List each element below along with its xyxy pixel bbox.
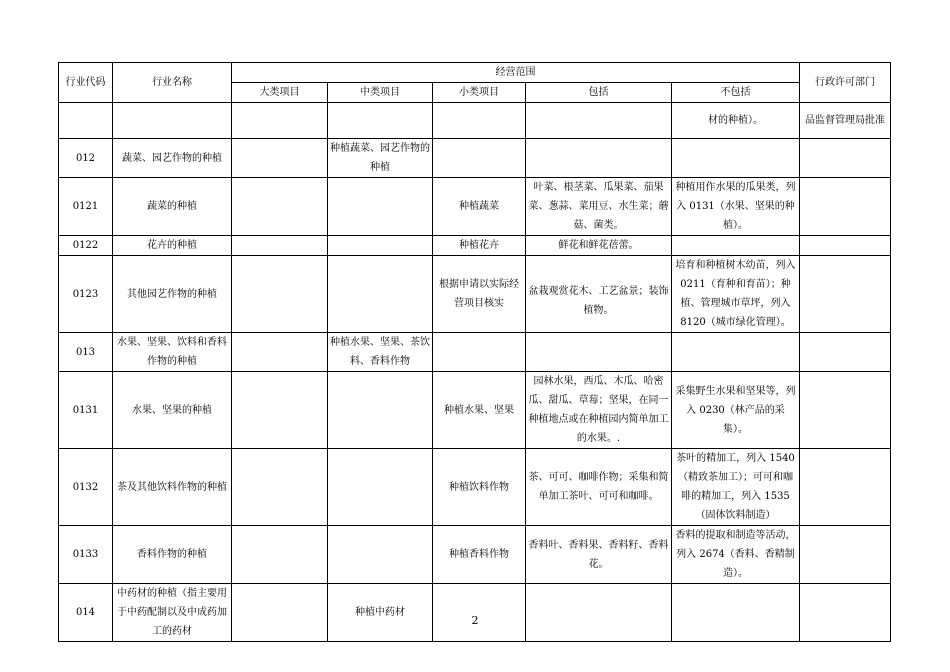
cell-exclude: 采集野生水果和坚果等，列入 0230（林产品的采集）。 bbox=[672, 372, 800, 449]
header-medium-item: 中类项目 bbox=[328, 83, 433, 103]
cell-include bbox=[526, 584, 672, 642]
cell-medium: 种植中药材 bbox=[328, 584, 433, 642]
header-exclude: 不包括 bbox=[672, 83, 800, 103]
header-licensing-dept: 行政许可部门 bbox=[800, 63, 891, 103]
cell-name: 茶及其他饮料作物的种植 bbox=[113, 449, 232, 526]
cell-exclude bbox=[672, 139, 800, 178]
cell-medium: 种植蔬菜、园艺作物的种植 bbox=[328, 139, 433, 178]
cell-major bbox=[232, 333, 328, 372]
cell-major bbox=[232, 256, 328, 333]
cell-include: 盆栽观赏花木、工艺盆景；装饰植物。 bbox=[526, 256, 672, 333]
table-row bbox=[59, 103, 891, 139]
cell-medium bbox=[328, 103, 433, 139]
cell-include bbox=[526, 103, 672, 139]
cell-code bbox=[59, 103, 113, 139]
cell-exclude: 香料的提取和制造等活动，列入 2674（香料、香精制造）。 bbox=[672, 526, 800, 584]
table-row bbox=[59, 449, 891, 526]
cell-medium bbox=[328, 372, 433, 449]
header-industry-name: 行业名称 bbox=[113, 63, 232, 103]
cell-dept bbox=[800, 178, 891, 236]
cell-code: 012 bbox=[59, 139, 113, 178]
cell-name: 其他园艺作物的种植 bbox=[113, 256, 232, 333]
cell-name: 花卉的种植 bbox=[113, 236, 232, 256]
cell-name bbox=[113, 103, 232, 139]
cell-minor: 种植饮料作物 bbox=[433, 449, 526, 526]
table-row bbox=[59, 526, 891, 584]
page-number: 2 bbox=[471, 614, 479, 627]
cell-name: 蔬菜的种植 bbox=[113, 178, 232, 236]
cell-major bbox=[232, 584, 328, 642]
cell-minor: 根据申请以实际经营项目核实 bbox=[433, 256, 526, 333]
cell-include: 鲜花和鲜花蓓蕾。 bbox=[526, 236, 672, 256]
cell-name: 水果、坚果的种植 bbox=[113, 372, 232, 449]
cell-code: 0121 bbox=[59, 178, 113, 236]
cell-include: 园林水果，西瓜、木瓜、哈密瓜、甜瓜、草莓；坚果，在同一种植地点或在种植园内简单加工的水果。. bbox=[526, 372, 672, 449]
table-row bbox=[59, 178, 891, 236]
cell-exclude: 培育和种植树木幼苗，列入 0211（育种和育苗）；种植、管理城市草坪，列入 8120（城市绿化管理）。 bbox=[672, 256, 800, 333]
cell-minor: 种植蔬菜 bbox=[433, 178, 526, 236]
cell-dept bbox=[800, 526, 891, 584]
cell-dept bbox=[800, 449, 891, 526]
cell-minor bbox=[433, 103, 526, 139]
cell-include: 叶菜、根茎菜、瓜果菜、茄果菜、葱蒜、菜用豆、水生菜；蘑菇、菌类。 bbox=[526, 178, 672, 236]
table-row bbox=[59, 236, 891, 256]
cell-minor bbox=[433, 584, 526, 642]
cell-dept: 品监督管理局批准 bbox=[800, 103, 891, 139]
cell-code: 0123 bbox=[59, 256, 113, 333]
cell-major bbox=[232, 139, 328, 178]
table-row bbox=[59, 584, 891, 642]
header-business-scope: 经营范围 bbox=[232, 63, 800, 83]
cell-major bbox=[232, 526, 328, 584]
cell-name: 水果、坚果、饮料和香料作物的种植 bbox=[113, 333, 232, 372]
cell-code: 0132 bbox=[59, 449, 113, 526]
cell-minor: 种植香料作物 bbox=[433, 526, 526, 584]
cell-dept bbox=[800, 584, 891, 642]
cell-minor bbox=[433, 333, 526, 372]
cell-major bbox=[232, 449, 328, 526]
cell-code: 014 bbox=[59, 584, 113, 642]
cell-include: 香料叶、香料果、香料籽、香料花。 bbox=[526, 526, 672, 584]
header-minor-item: 小类项目 bbox=[433, 83, 526, 103]
table-row bbox=[59, 139, 891, 178]
cell-major bbox=[232, 103, 328, 139]
cell-minor bbox=[433, 139, 526, 178]
cell-medium: 种植水果、坚果、茶饮料、香料作物 bbox=[328, 333, 433, 372]
cell-medium bbox=[328, 526, 433, 584]
cell-exclude bbox=[672, 236, 800, 256]
cell-code: 0133 bbox=[59, 526, 113, 584]
cell-major bbox=[232, 236, 328, 256]
cell-medium bbox=[328, 449, 433, 526]
cell-dept bbox=[800, 372, 891, 449]
cell-include bbox=[526, 139, 672, 178]
cell-dept bbox=[800, 139, 891, 178]
table-row bbox=[59, 372, 891, 449]
cell-exclude: 种植用作水果的瓜果类，列入 0131（水果、坚果的种植）。 bbox=[672, 178, 800, 236]
cell-include: 茶、可可、咖啡作物；采集和简单加工茶叶、可可和咖啡。 bbox=[526, 449, 672, 526]
cell-minor: 种植水果、坚果 bbox=[433, 372, 526, 449]
table-row bbox=[59, 333, 891, 372]
cell-dept bbox=[800, 236, 891, 256]
cell-medium bbox=[328, 236, 433, 256]
cell-dept bbox=[800, 333, 891, 372]
cell-name: 中药材的种植（指主要用于中药配制以及中成药加工的药材 bbox=[113, 584, 232, 642]
cell-exclude: 茶叶的精加工，列入 1540（精致茶加工）；可可和咖啡的精加工，列入 1535（固体饮料制造） bbox=[672, 449, 800, 526]
header-major-item: 大类项目 bbox=[232, 83, 328, 103]
cell-exclude: 材的种植）。 bbox=[672, 103, 800, 139]
cell-medium bbox=[328, 178, 433, 236]
cell-code: 0131 bbox=[59, 372, 113, 449]
cell-major bbox=[232, 372, 328, 449]
cell-code: 013 bbox=[59, 333, 113, 372]
header-include: 包括 bbox=[526, 83, 672, 103]
cell-dept bbox=[800, 256, 891, 333]
industry-scope-table bbox=[58, 62, 891, 642]
cell-include bbox=[526, 333, 672, 372]
cell-major bbox=[232, 178, 328, 236]
header-industry-code: 行业代码 bbox=[59, 63, 113, 103]
table-row bbox=[59, 256, 891, 333]
cell-name: 香料作物的种植 bbox=[113, 526, 232, 584]
cell-minor: 种植花卉 bbox=[433, 236, 526, 256]
cell-name: 蔬菜、园艺作物的种植 bbox=[113, 139, 232, 178]
cell-exclude bbox=[672, 333, 800, 372]
cell-code: 0122 bbox=[59, 236, 113, 256]
cell-medium bbox=[328, 256, 433, 333]
cell-exclude bbox=[672, 584, 800, 642]
